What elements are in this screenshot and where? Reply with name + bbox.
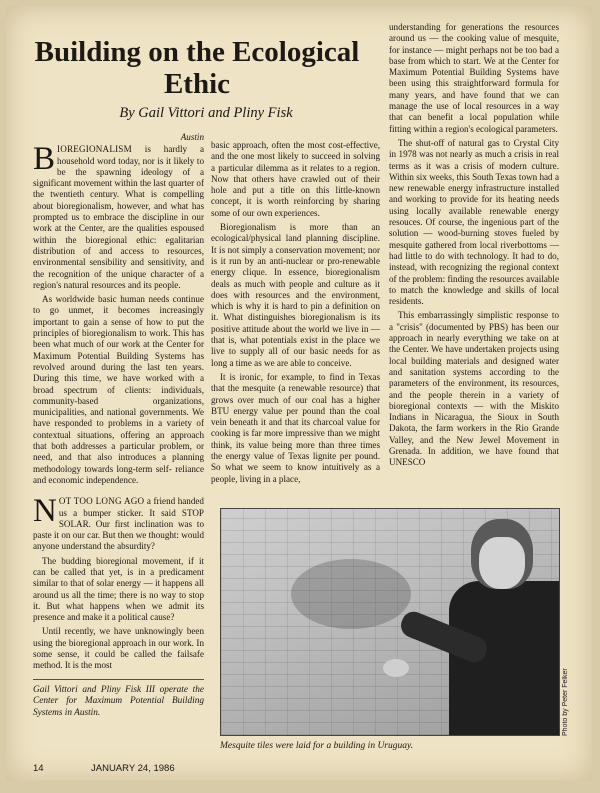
paragraph: understanding for generations the resources around us — the cooking value of mesquite, for instance — might perhaps not be too bad a base from which to start. We at the Center for Maximum Potential Building Systems have been using this straightforward formula for many years, and have found that we can manage the use of local resources in a way that can benefit a local population while fitting within a region's ecological parameters. [389, 22, 559, 134]
paragraph: The shut-off of natural gas to Crystal City in 1978 was not nearly as much a crisis in real terms as it was a crisis of modern culture. Within six weeks, this South Texas town had a new renewable energy infrastructure installed and working to provide for its heating needs using locally available renewable energy resouces. Of course, the ingenious part of the solution — wood-burning stoves fueled by mesquite gathered from local riverbottoms — had little to do with technology. It had to do, instead, with recognizing the regional context of the problem: finding the resources available to match the knowledge and skills of local residents. [389, 137, 559, 307]
paragraph: basic approach, often the most cost-effective, and the one most likely to succeed in solving a particular dilemma as it relates to a region. Now that others have crawled out of their hole and put a title on this little-known concept, it is worth reinforcing by sharing some of our own experiences. [211, 140, 380, 218]
dateline: Austin [180, 132, 204, 142]
author-bio: Gail Vittori and Pliny Fisk III operate the Center for Maximum Potential Building Systems in Austin. [33, 684, 204, 718]
lead-in: IOREGIONALISM [57, 144, 132, 155]
column-2 [211, 140, 380, 488]
paragraph [33, 141, 204, 291]
photo-credit: Photo by Peter Felker [562, 668, 569, 736]
photo-figure-hand [383, 659, 409, 677]
drop-cap: B [33, 141, 56, 178]
lead-in: OT TOO LONG AGO [58, 496, 145, 507]
column-3 [389, 22, 559, 472]
paragraph-text: a friend handed us a bumper sticker. It said STOP SOLAR. Our first inclination was to paste it on our car. But then we thought: would anyone understand the absurdity? [33, 496, 204, 552]
paragraph: Until recently, we have unknowingly been using the bioregional approach in our work. In some sense, it could be called the failsafe method. It is the most [33, 626, 204, 671]
paragraph: It is ironic, for example, to find in Texas that the mesquite (a renewable resource) that grows over much of our coal has a higher BTU energy value per pound than the coal vein beneath it and that its charcoal value for cooking is far more impressive than we might think, its value being more than three times the energy value of Texas lignite per pound. So what we seem to know intuitively as a people, living in a place, [211, 371, 380, 484]
paragraph [33, 493, 204, 552]
divider [33, 679, 204, 680]
paragraph: As worldwide basic human needs continue to go unmet, it becomes increasingly important to gain a sense of how to put the principles of bioregionalism to work. This has been what much of our work at the Center for Maximum Potential Building Systems has revolved around during the last ten years. During this time, we have worked with a broad spectrum of clients: individuals, community-based organizations, municipalities, and national governments. We have responded to problems in a variety of contextual situations, offering an approach that both addresses a particular problem, or need, and that also introduces a planning methodology towards long-term self- reliance and economic independence. [33, 294, 204, 485]
article-photo [220, 508, 560, 736]
paragraph: The budding bioregional movement, if it can be called that yet, is in a predicament similar to that of solar energy — it happens all around us all the time; there is no way to stop it. But what happens when we admit its presence and make it a political cause? [33, 555, 204, 623]
article-title: Building on the Ecological Ethic [34, 36, 360, 100]
paragraph: Bioregionalism is more than an ecological/physical land planning discipline. It is not simply a conservation movement; nor is it run by an anti-nuclear or pro-renewable energy clique. In essence, bioregionalism deals as much with people and culture as it does with resources and the environment, which is why it is hard to pin a definition on it. What distinguishes bioregionalism is its positive attitude about the world we live in — that is, what potentials exist in the place we live to supply all of our basic needs for as long a time as we are able to conceive. [211, 222, 380, 368]
magazine-page [6, 6, 592, 781]
article-byline: By Gail Vittori and Pliny Fisk [119, 105, 293, 121]
paragraph: This embarrassingly simplistic response to a "crisis" (documented by PBS) has been our approach in nearly everything we take on at the Center. We have undertaken projects using local building materials and designed water and sanitation systems according to the parameters of the environment, its resources, and the people therein in a variety of bioregional contexts — with the Miskito Indians in Nicaragua, the Sioux in South Dakota, the farm workers in the Rio Grande Valley, and the New Jewel Movement in Grenada. In addition, we have found that UNESCO [389, 310, 559, 468]
issue-date: JANUARY 24, 1986 [91, 763, 175, 774]
photo-caption: Mesquite tiles were laid for a building in Uruguay. [220, 741, 414, 751]
photo-figure-face [479, 537, 525, 589]
column-1 [33, 132, 204, 722]
page-number: 14 [33, 763, 44, 774]
drop-cap: N [33, 493, 57, 530]
paragraph-text: is hardly a household word today, nor is it likely to be the spawning ideology of a significant movement within the last quarter of the twentieth century. What is compelling about bioregionalism, however, and what has prompted us to embrace the discipline in our work at the Center, are the qualities espoused within the bioregional ethic: egalitarian distribution of and access to resources, environmental sensibility and sensitivity, and the recognition of the unique character of a region's natural resources and its people. [33, 144, 204, 290]
photo-shadow [291, 559, 411, 629]
